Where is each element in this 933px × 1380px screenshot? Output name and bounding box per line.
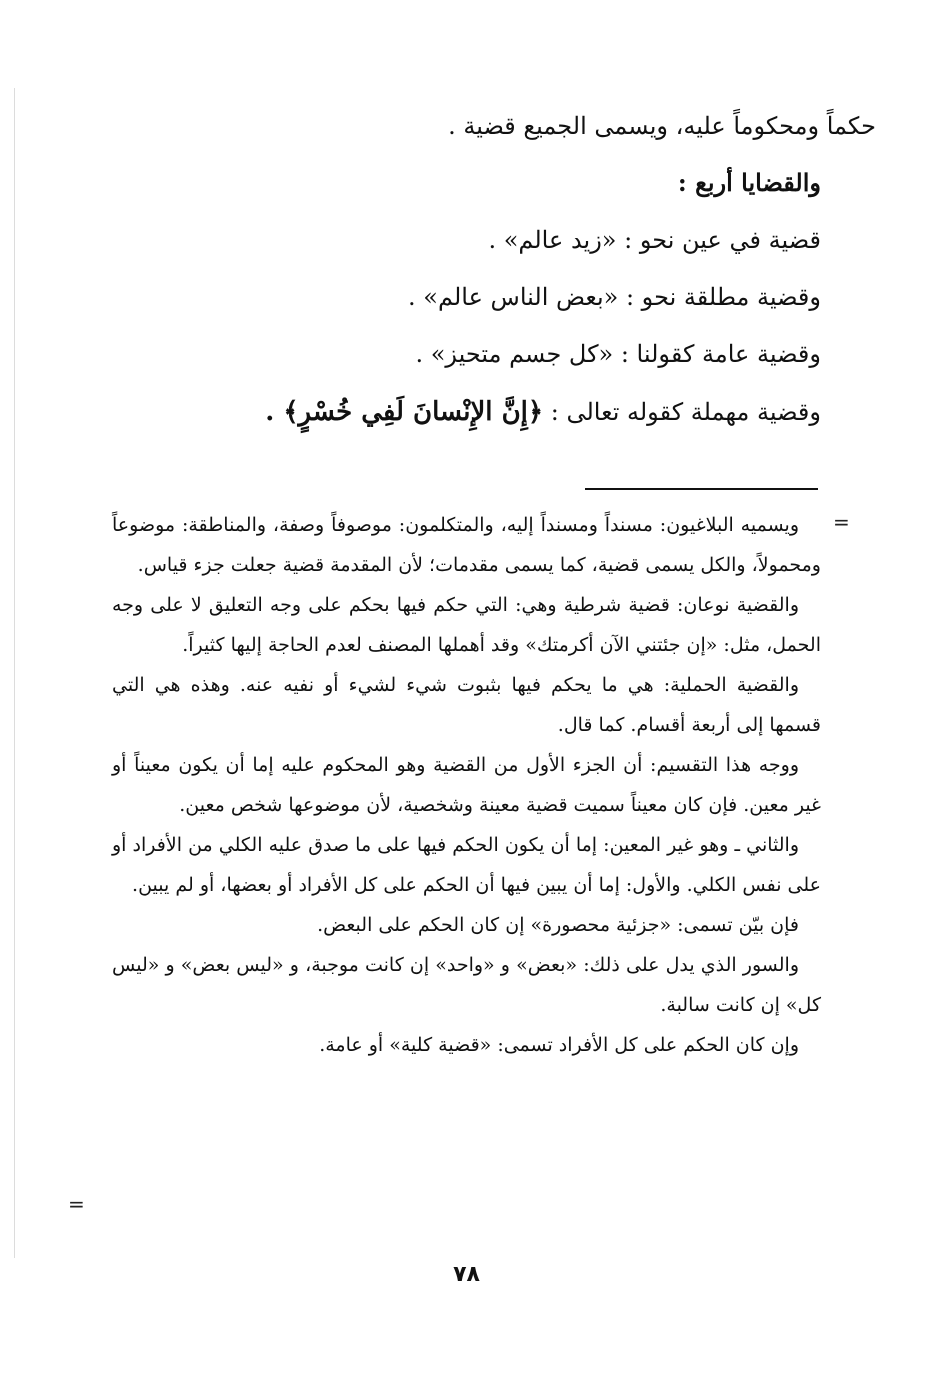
footnote-paragraph: ويسميه البلاغيون: مسنداً ومسنداً إليه، والمتكلمون: موصوفاً وصفة، والمناطقة: موضوعاً ومحمولاً، والكل يسمى قضية، كما يسمى مقدمات؛ لأن المقدمة قضية جعلت جزء قياس. bbox=[112, 514, 821, 576]
footnote-paragraph: فإن بيّن تسمى: «جزئية محصورة» إن كان الحكم على البعض. bbox=[317, 914, 799, 936]
quran-verse: ﴿إِنَّ الإِنْسانَ لَفِي خُسْرٍ﴾ . bbox=[265, 397, 544, 427]
footnote-paragraph: والسور الذي يدل على ذلك: «بعض» و «واحد» إن كانت موجبة، و «ليس بعض» و «ليس كل» إن كانت سالبة. bbox=[112, 954, 821, 1016]
main-text bbox=[121, 112, 876, 454]
main-line: قضية في عين نحو : «زيد عالم» . bbox=[488, 226, 821, 254]
main-line-with-verse bbox=[121, 397, 821, 454]
main-line: وقضية مهملة كقوله تعالى : bbox=[550, 398, 821, 426]
footnote-divider bbox=[585, 488, 818, 490]
main-line: وقضية مطلقة نحو : «بعض الناس عالم» . bbox=[408, 283, 821, 311]
main-line: حكماً ومحكوماً عليه، ويسمى الجميع قضية . bbox=[448, 112, 876, 140]
footnote-paragraph: ووجه هذا التقسيم: أن الجزء الأول من القضية وهو المحكوم عليه إما أن يكون معيناً أو غير معين. فإن كان معيناً سميت قضية معينة وشخصية، لأن موضوعها شخص معين. bbox=[112, 754, 821, 816]
main-line-heading: والقضايا أربع : bbox=[677, 168, 821, 197]
footnote-paragraph: وإن كان الحكم على كل الأفراد تسمى: «قضية كلية» أو عامة. bbox=[319, 1034, 799, 1056]
page-number: ٧٨ bbox=[453, 1262, 480, 1287]
footnote-paragraph: والثاني ـ وهو غير المعين: إما أن يكون الحكم فيها على ما صدق عليه الكلي من الأفراد أو على نفس الكلي. والأول: إما أن يبين فيها أن الحكم على كل الأفراد أو بعضها، أو لم يبين. bbox=[112, 834, 821, 896]
footnotes bbox=[112, 505, 821, 1065]
continuation-mark-top: = bbox=[833, 510, 850, 534]
footnote-paragraph: والقضية نوعان: قضية شرطية وهي: التي حكم فيها بحكم على وجه التعليق لا على وجه الحمل، مثل: «إن جئتني الآن أكرمتك» وقد أهملها المصنف لعدم الحاجة إليها كثيراً. bbox=[112, 594, 821, 656]
main-line: وقضية عامة كقولنا : «كل جسم متحيز» . bbox=[415, 340, 821, 368]
page-edge-line bbox=[14, 88, 15, 1258]
footnote-paragraph: والقضية الحملية: هي ما يحكم فيها بثبوت شيء لشيء أو نفيه عنه. وهذه هي التي قسمها إلى أربعة أقسام. كما قال. bbox=[112, 674, 821, 736]
continuation-mark-bottom: = bbox=[68, 1192, 85, 1216]
